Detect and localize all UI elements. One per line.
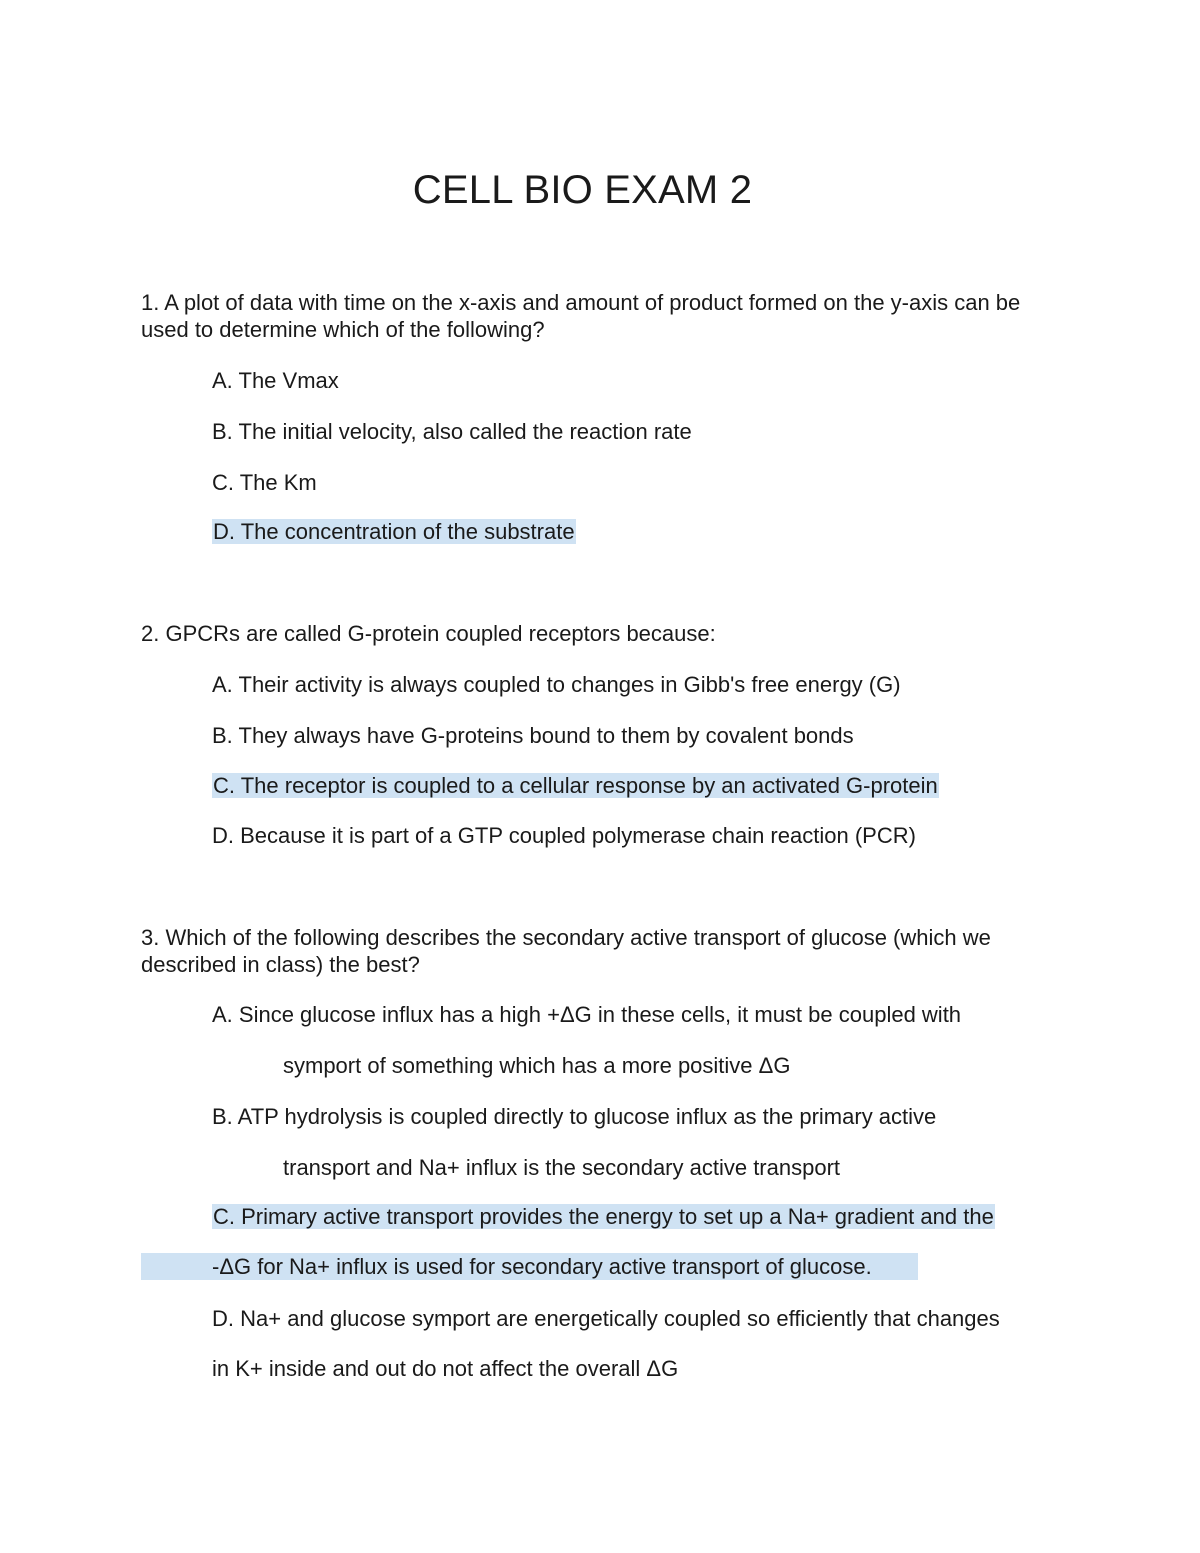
highlighted-answer: C. Primary active transport provides the energy to set up a Na+ gradient and the: [213, 1204, 994, 1229]
question-1-option-b: [212, 418, 692, 445]
question-1-option-a: [212, 367, 339, 394]
question-2-option-b: [212, 722, 854, 749]
option-text: B. The initial velocity, also called the reaction rate: [212, 419, 692, 444]
question-1-option-d: [212, 518, 576, 545]
question-1-option-c: [212, 469, 317, 496]
question-2-stem: 2. GPCRs are called G-protein coupled receptors because:: [141, 621, 716, 646]
question-3-option-d-line-1: D. Na+ and glucose symport are energetically coupled so efficiently that changes: [212, 1306, 1000, 1331]
question-3-option-c-line-1: [212, 1203, 995, 1230]
question-3-option-d-line-2: in K+ inside and out do not affect the overall ΔG: [212, 1356, 679, 1381]
highlighted-answer: C. The receptor is coupled to a cellular response by an activated G-protein: [213, 773, 938, 798]
option-text: C. The Km: [212, 470, 317, 495]
question-2-option-a: [212, 671, 901, 698]
question-3-option-b-line-1: B. ATP hydrolysis is coupled directly to glucose influx as the primary active: [212, 1104, 937, 1129]
question-3-option-b-line-2: transport and Na+ influx is the secondary active transport: [283, 1155, 841, 1180]
option-text: B. They always have G-proteins bound to them by covalent bonds: [212, 723, 854, 748]
highlighted-answer: D. The concentration of the substrate: [213, 519, 575, 544]
question-2-option-c: [212, 772, 939, 799]
question-1-stem: 1. A plot of data with time on the x-axis and amount of product formed on the y-axis can be used to determine which of the following?: [141, 290, 1021, 342]
page-title: CELL BIO EXAM 2: [412, 168, 753, 212]
question-3-option-a-line-2: symport of something which has a more positive ΔG: [283, 1053, 791, 1078]
option-text: A. The Vmax: [212, 368, 339, 393]
question-3-option-c-line-2: -ΔG for Na+ influx is used for secondary active transport of glucose.: [212, 1254, 872, 1279]
question-2-option-d: [212, 822, 916, 849]
question-3-option-a-line-1: A. Since glucose influx has a high +ΔG in these cells, it must be coupled with: [212, 1002, 962, 1027]
option-text: D. Because it is part of a GTP coupled polymerase chain reaction (PCR): [212, 823, 916, 848]
option-text: A. Their activity is always coupled to changes in Gibb's free energy (G): [212, 672, 901, 697]
question-3-stem: 3. Which of the following describes the secondary active transport of glucose (which we described in class) the best?: [141, 925, 991, 977]
